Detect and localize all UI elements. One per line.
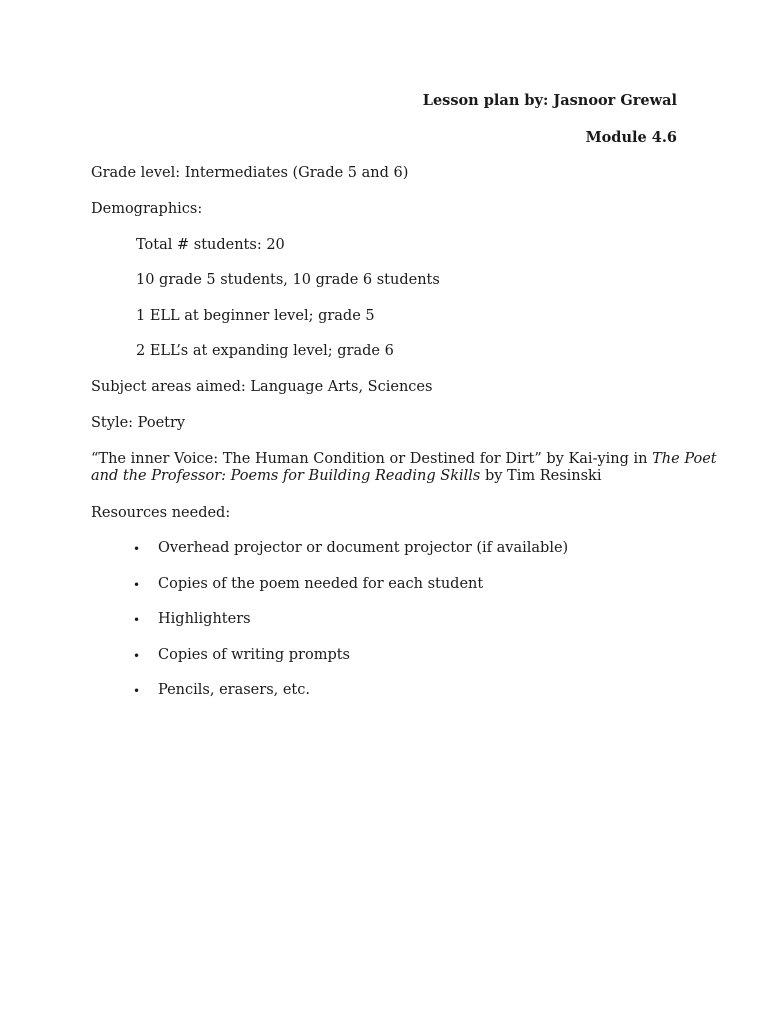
list-item: Pencils, erasers, etc. <box>158 682 310 698</box>
bullet-icon: • <box>133 578 141 592</box>
bullet-icon: • <box>133 542 141 556</box>
demographics-label: Demographics: <box>91 201 203 217</box>
citation-line-2 <box>91 467 601 485</box>
book-title-part-2: and the Professor: Poems for Building Reading Skills <box>91 468 481 484</box>
demographics-item: 2 ELL’s at expanding level; grade 6 <box>136 343 394 359</box>
list-item: Overhead projector or document projector (if available) <box>158 540 569 556</box>
citation-line-1 <box>91 450 717 468</box>
demographics-item: 1 ELL at beginner level; grade 5 <box>136 308 375 324</box>
list-item: Highlighters <box>158 611 251 627</box>
list-item: Copies of writing prompts <box>158 647 350 663</box>
resources-label: Resources needed: <box>91 505 231 521</box>
bullet-icon: • <box>133 684 141 698</box>
demographics-item: 10 grade 5 students, 10 grade 6 students <box>136 272 440 288</box>
module-line: Module 4.6 <box>585 129 677 146</box>
book-title-part-1: The Poet <box>652 451 717 467</box>
list-item: Copies of the poem needed for each student <box>158 576 484 592</box>
citation-author: by Tim Resinski <box>480 468 602 484</box>
style-line: Style: Poetry <box>91 415 186 431</box>
subject-areas: Subject areas aimed: Language Arts, Sciences <box>91 379 433 395</box>
demographics-item: Total # students: 20 <box>136 237 285 253</box>
citation-text: “The inner Voice: The Human Condition or Destined for Dirt” by Kai-ying in <box>91 451 653 467</box>
bullet-icon: • <box>133 649 141 663</box>
author-line: Lesson plan by: Jasnoor Grewal <box>422 92 677 109</box>
bullet-icon: • <box>133 613 141 627</box>
grade-level: Grade level: Intermediates (Grade 5 and 6) <box>91 165 409 181</box>
